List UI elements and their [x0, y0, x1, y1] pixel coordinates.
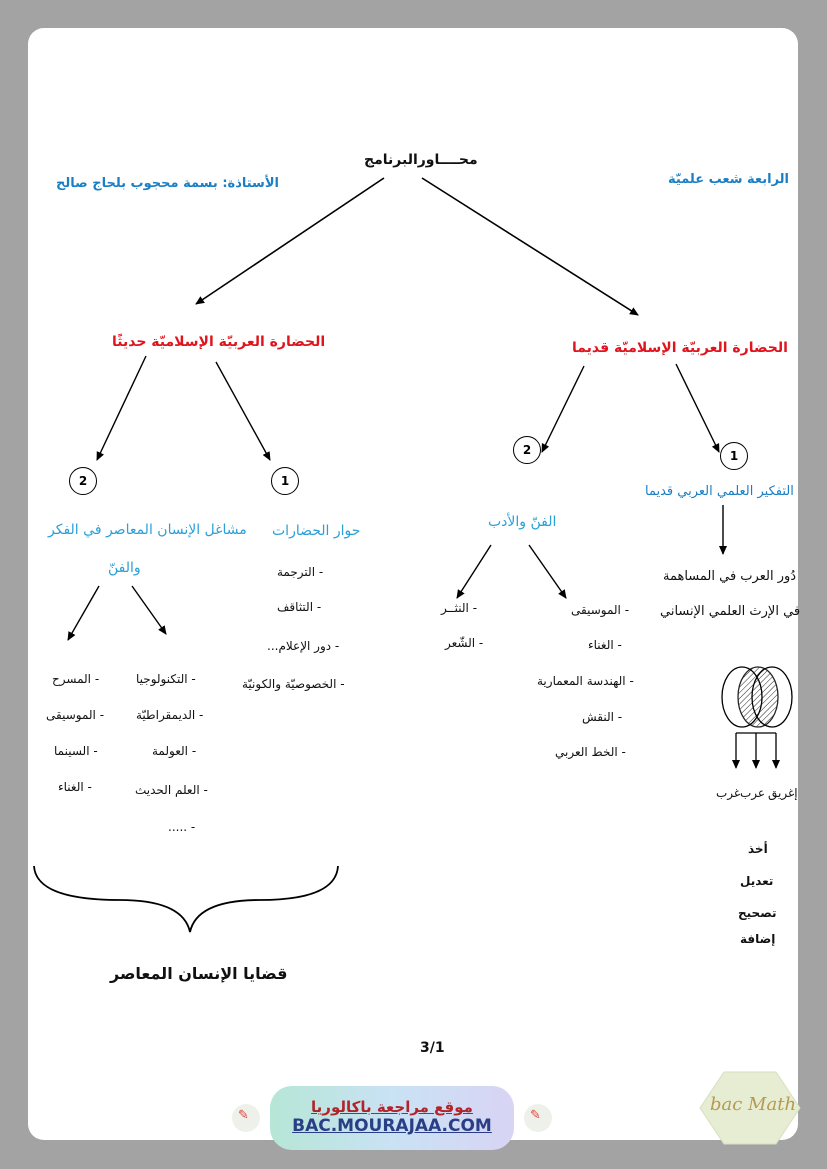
action-item: أخذ	[748, 842, 768, 856]
arrow-root-to-modern	[196, 178, 384, 304]
arab-role-line2: في الإرث العلمي الإنساني	[660, 604, 801, 619]
ancient-sub2-number: 2	[513, 436, 541, 464]
list-item: - النثــر	[441, 601, 478, 615]
list-item: - الترجمة	[277, 565, 324, 579]
arrow-sub2-to-art	[68, 586, 99, 640]
action-item: إضافة	[740, 932, 776, 946]
ancient-sub1-number: 1	[720, 442, 748, 470]
list-item: - الغناء	[58, 780, 92, 794]
list-item: - التكنولوجيا	[136, 672, 196, 686]
action-item: تصحيح	[738, 906, 777, 920]
arab-role-line1: دُور العرب في المساهمة	[663, 569, 797, 584]
arrow-ancient-to-sub2	[542, 366, 584, 452]
contemporary-issues-label: قضايا الإنسان المعاصر	[110, 964, 288, 983]
list-item: - العلم الحديث	[135, 783, 208, 797]
bac-math-logo-text: bac Math	[710, 1094, 797, 1115]
scientific-thinking-title: التفكير العلمي العربي قديما	[645, 484, 794, 499]
list-item: - النقش	[582, 710, 623, 724]
arrow-artlit-to-lit	[457, 545, 491, 598]
arrow-artlit-to-art	[529, 545, 566, 598]
venn-label: عرب	[740, 786, 766, 800]
list-item: - الشّعر	[445, 636, 484, 650]
dialogue-civilisations-title: حوار الحضارات	[272, 523, 361, 539]
site-logo-left-icon: ✎	[232, 1104, 260, 1132]
arrow-modern-to-sub1	[216, 362, 270, 460]
arrow-sub2-to-thought	[132, 586, 166, 634]
art-literature-title: الفنّ والأدب	[488, 514, 557, 530]
contemporary-concerns-title: مشاغل الإنسان المعاصر في الفكر	[48, 522, 247, 538]
list-item: - .....	[168, 820, 196, 834]
arrow-ancient-to-sub1	[676, 364, 719, 452]
arrow-root-to-ancient	[422, 178, 638, 315]
curly-brace	[34, 866, 338, 932]
class-level: الرابعة شعب علميّة	[668, 172, 790, 187]
modern-sub2-number: 2	[69, 467, 97, 495]
list-item: - التثاقف	[277, 600, 322, 614]
venn-label: إغريق	[768, 786, 798, 800]
diagram-root-title: محــــاورالبرنامج	[364, 152, 478, 168]
action-item: تعديل	[740, 874, 774, 888]
banner-url[interactable]: BAC.MOURAJAA.COM	[292, 1116, 492, 1136]
list-item: - دور الإعلام...	[267, 639, 340, 653]
site-logo-right-icon: ✎	[524, 1104, 552, 1132]
branch-modern-title: الحضارة العربيّة الإسلاميّة حديثًا	[112, 334, 326, 350]
list-item: - الغناء	[588, 638, 622, 652]
site-banner[interactable]	[270, 1086, 514, 1150]
list-item: - العولمة	[152, 744, 197, 758]
branch-ancient-title: الحضارة العربيّة الإسلاميّة قديما	[572, 340, 788, 356]
banner-arabic-text[interactable]: موقع مراجعة باكالوريا	[311, 1098, 473, 1116]
modern-sub1-number: 1	[271, 467, 299, 495]
list-item: - السينما	[54, 744, 98, 758]
contemporary-concerns-title-line2: والفنّ	[108, 560, 141, 576]
page-number: 3/1	[420, 1040, 445, 1056]
venn-diagram-icon	[716, 665, 796, 735]
teacher-name: الأستاذة: بسمة محجوب بلحاج صالح	[56, 176, 279, 191]
list-item: - الخصوصيّة والكونيّة	[242, 677, 345, 691]
list-item: - الهندسة المعمارية	[537, 674, 634, 688]
venn-label: غرب	[716, 786, 741, 800]
list-item: - الخط العربي	[555, 745, 626, 759]
list-item: - الموسيقى	[46, 708, 105, 722]
list-item: - الموسيقى	[571, 603, 630, 617]
arrow-modern-to-sub2	[97, 356, 146, 460]
list-item: - الديمقراطيّة	[136, 708, 204, 722]
list-item: - المسرح	[52, 672, 100, 686]
